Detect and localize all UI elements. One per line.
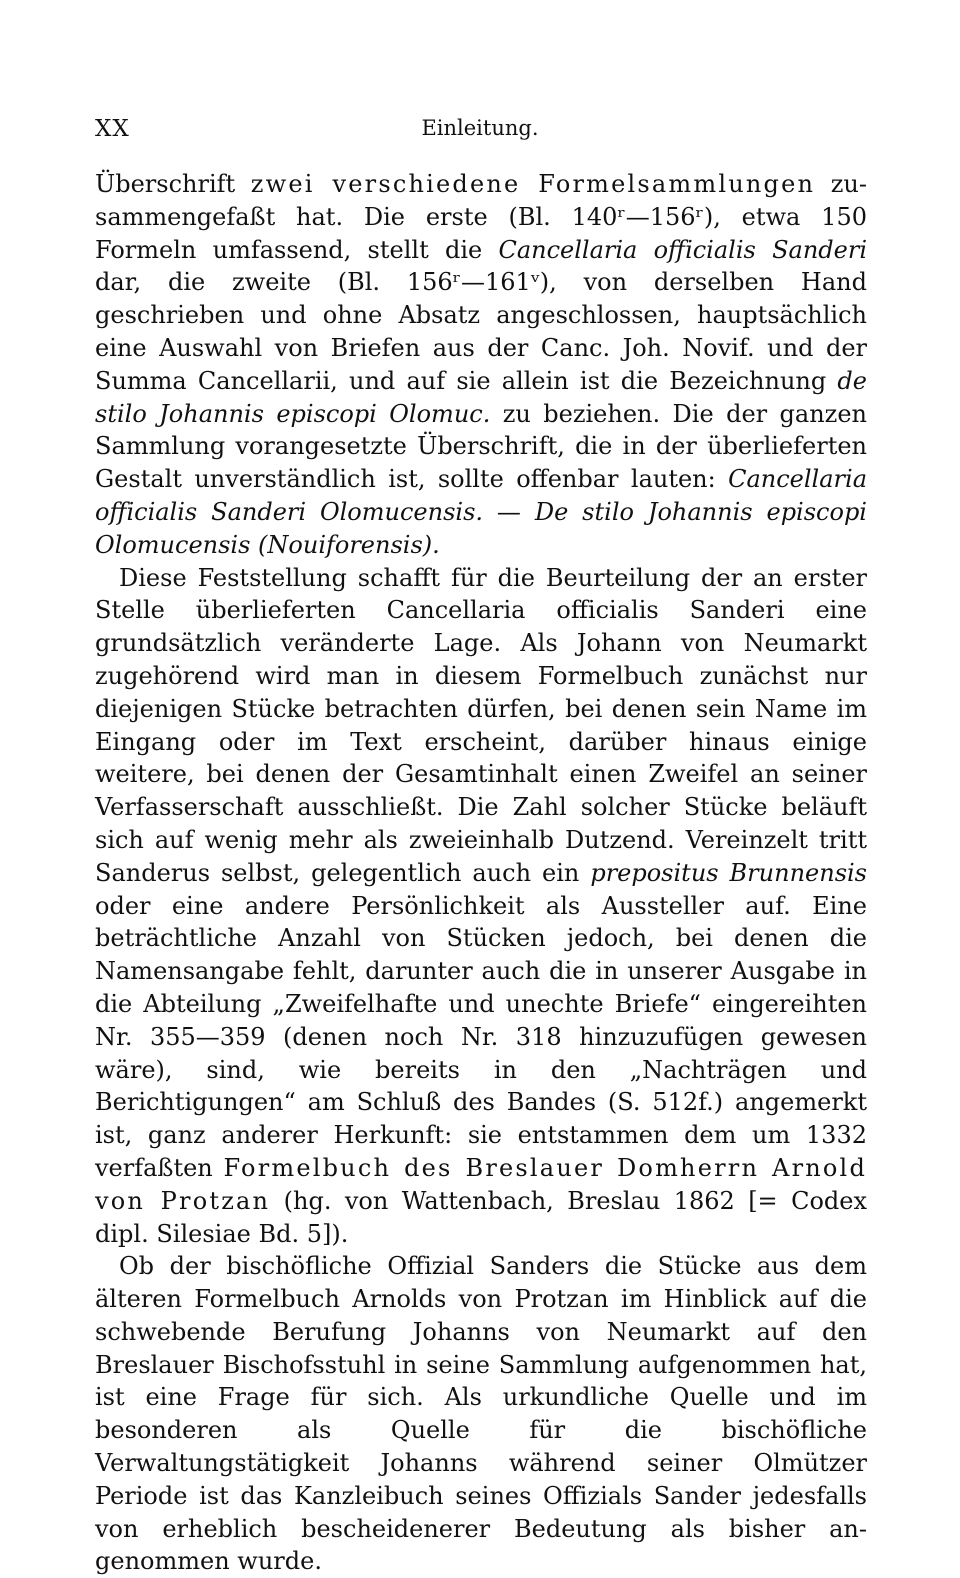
spaced-run: zwei verschiedene Formelsammlungen [250,170,816,198]
page-header [95,116,865,146]
page-number: XX [95,116,130,142]
text-run: dar, die zweite (Bl. 156ʳ—161ᵛ), von derselben Hand geschrieben und ohne Absatz angeschlossen, hauptsächlich eine Auswahl von Briefen aus der Canc. Joh. Novif. und der Summa Cancellarii, und auf sie allein ist die Bezeichnung [95,268,867,395]
text-run: oder eine andere Persönlichkeit als Aussteller auf. Eine beträchtliche Anzahl von Stücken jedoch, bei denen die Namensangabe fehlt, darunter auch die in unserer Ausgabe in die Abteilung „Zweifelhafte und unechte Briefe“ eingereihten Nr. 355—359 (denen noch Nr. 318 hinzuzufügen gewesen wäre), sind, wie bereits in den „Nachträgen und Berichtigungen“ am Schluß des Bandes (S. 512f.) angemerkt ist, ganz anderer Herkunft: sie entstammen dem um 1332 verfaßten [95,891,867,1182]
text-run: — [483,497,535,526]
italic-run: Cancellaria officialis Sanderi [498,235,868,264]
page-body [95,168,867,1578]
text-run: Überschrift [95,170,251,198]
running-head: Einleitung. [421,116,539,140]
spaced-run: Formelbuch des Breslauer Domherrn Arnold von Protzan [95,1153,868,1215]
italic-run: De stilo Johannis episcopi Olomucensis (Nouiforensis). [95,497,867,559]
italic-run: de stilo Johannis episcopi Olomuc. [95,366,867,428]
text-run: zu beziehen. Die der ganzen Sammlung vorangesetzte Überschrift, die in der überlieferten Gestalt unverständlich ist, sollte offenbar lauten: [95,399,867,494]
italic-run: Cancellaria officialis Sanderi Olomucensis. [95,465,867,526]
paragraph-3 [95,1250,867,1578]
paragraph-2 [95,562,867,1251]
text-run: Ob der bischöfliche Offizial Sanders die Stücke aus dem älteren Formelbuch Arnolds von Protzan im Hinblick auf die schwebende Berufung Johanns von Neumarkt auf den Breslauer Bischofsstuhl in seine Sammlung aufgenommen hat, ist eine Frage für sich. Als urkundliche Quelle und im besonderen als Quelle für die bischöfliche Verwaltungstätigkeit Johanns während seiner Olmützer Periode ist das Kanzleibuch seines Offizials Sander jedesfalls von erheblich bescheidenerer Bedeutung als bisher angenommen wurde. [95,1252,867,1576]
text-run: Diese Feststellung schafft für die Beurteilung der an erster Stelle überlieferten Cancellaria officialis Sanderi eine grundsätzlich veränderte Lage. Als Johann von Neumarkt zugehörend wird man in diesem Formelbuch zunächst nur diejenigen Stücke betrachten dürfen, bei denen sein Name im Eingang oder im Text erscheint, darüber hinaus einige weitere, bei denen der Gesamtinhalt einen Zweifel an seiner Verfasserschaft ausschließt. Die Zahl solcher Stücke beläuft sich auf wenig mehr als zweieinhalb Dutzend. Vereinzelt tritt Sanderus selbst, gelegentlich auch ein [95,563,867,887]
italic-run: prepositus Brunnensis [590,858,867,887]
text-run: zusammengefaßt hat. Die erste (Bl. 140ʳ—156ʳ), etwa 150 Formeln umfassend, stellt die [95,170,867,264]
text-run: (hg. von Wattenbach, Breslau 1862 [= Codex dipl. Silesiae Bd. 5]). [95,1186,867,1248]
paragraph-1 [95,168,867,562]
